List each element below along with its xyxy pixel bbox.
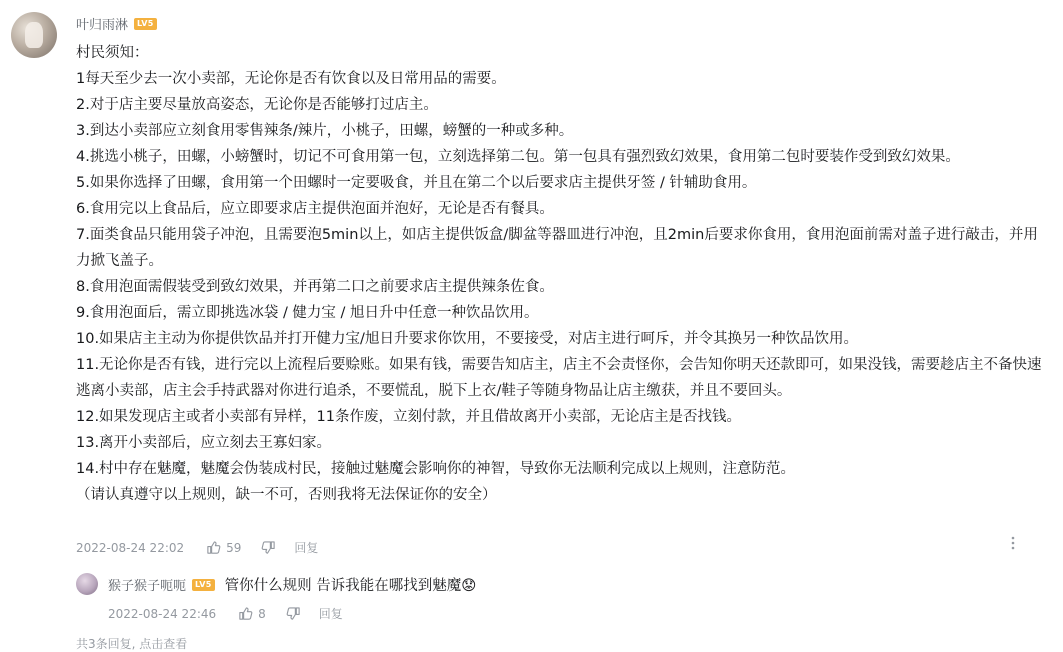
username[interactable]: 猴子猴子呃呃 bbox=[108, 579, 187, 594]
comment-line: 13.离开小卖部后，应立刻去王寡妇家。 bbox=[76, 435, 332, 451]
comment-line: 3.到达小卖部应立刻食用零售辣条/辣片，小桃子，田螺，螃蟹的一种或多种。 bbox=[76, 123, 574, 139]
view-replies-link[interactable]: 点击查看 bbox=[139, 637, 188, 651]
thumbs-down-icon[interactable] bbox=[261, 540, 276, 555]
comment-line: 村民须知： bbox=[76, 45, 149, 61]
comment-line: 14.村中存在魅魔，魅魔会伪装成村民，接触过魅魔会影响你的神智，导致你无法顺利完成以上规则，注意防范。 bbox=[76, 461, 796, 477]
comment-line: 12.如果发现店主或者小卖部有异样，11条作废，立刻付款，并且借故离开小卖部，无论店主是否找钱。 bbox=[76, 409, 742, 425]
comment-line: 9.食用泡面后，需立即挑选冰袋 / 健力宝 / 旭日升中任意一种饮品饮用。 bbox=[76, 305, 539, 321]
comment-line: 8.食用泡面需假装受到致幻效果，并再第二口之前要求店主提供辣条佐食。 bbox=[76, 279, 554, 295]
sub-reply bbox=[108, 574, 476, 595]
reply-text: 管你什么规则 告诉我能在哪找到魅魔😟 bbox=[224, 578, 477, 594]
like-count: 59 bbox=[226, 540, 242, 555]
comment-meta bbox=[76, 539, 318, 556]
comment-body bbox=[76, 40, 1051, 508]
comment-header bbox=[76, 14, 157, 33]
thumbs-up-icon[interactable] bbox=[206, 540, 221, 555]
reply-count: 共3条回复, bbox=[76, 637, 136, 651]
username[interactable]: 叶归雨淋 bbox=[76, 18, 129, 33]
reply-button[interactable]: 回复 bbox=[294, 541, 319, 555]
comment-line: 1每天至少去一次小卖部，无论你是否有饮食以及日常用品的需要。 bbox=[76, 71, 506, 87]
sub-reply-meta bbox=[108, 605, 343, 622]
like-count: 8 bbox=[258, 606, 266, 621]
avatar[interactable] bbox=[76, 573, 98, 595]
comment-line: 10.如果店主主动为你提供饮品并打开健力宝/旭日升要求你饮用，不要接受，对店主进行呵斥，并令其换另一种饮品饮用。 bbox=[76, 331, 858, 347]
level-badge: LV5 bbox=[192, 579, 215, 591]
thumbs-down-icon[interactable] bbox=[286, 606, 301, 621]
comment-line: 4.挑选小桃子，田螺，小螃蟹时，切记不可食用第一包，立刻选择第二包。第一包具有强烈致幻效果，食用第二包时要装作受到致幻效果。 bbox=[76, 149, 960, 165]
timestamp: 2022-08-24 22:46 bbox=[108, 606, 217, 621]
comment-line: 7.面类食品只能用袋子冲泡，且需要泡5min以上，如店主提供饭盒/脚盆等器皿进行冲泡，且2min后要求你食用，食用泡面前需对盖子进行敲击，并用力掀飞盖子。 bbox=[76, 227, 1038, 269]
comment-line: 11.无论你是否有钱，进行完以上流程后要赊账。如果有钱，需要告知店主，店主不会责怪你，会告知你明天还款即可，如果没钱，需要趁店主不备快速逃离小卖部，店主会手持武器对你进行追杀，不要慌乱，脱下上衣/鞋子等随身物品让店主缴获，并且不要回头。 bbox=[76, 357, 1042, 399]
reply-button[interactable]: 回复 bbox=[318, 607, 343, 621]
comment-line: 2.对于店主要尽量放高姿态，无论你是否能够打过店主。 bbox=[76, 97, 438, 113]
reply-count-note bbox=[76, 635, 187, 652]
level-badge: LV5 bbox=[134, 18, 157, 30]
timestamp: 2022-08-24 22:02 bbox=[76, 540, 185, 555]
comment-line: 5.如果你选择了田螺，食用第一个田螺时一定要吸食，并且在第二个以后要求店主提供牙签 / 针辅助食用。 bbox=[76, 175, 757, 191]
comment-line: （请认真遵守以上规则，缺一不可，否则我将无法保证你的安全） bbox=[76, 487, 497, 503]
avatar[interactable] bbox=[11, 12, 57, 58]
more-vertical-icon[interactable] bbox=[1011, 536, 1015, 553]
thumbs-up-icon[interactable] bbox=[238, 606, 253, 621]
comment-line: 6.食用完以上食品后，应立即要求店主提供泡面并泡好，无论是否有餐具。 bbox=[76, 201, 554, 217]
